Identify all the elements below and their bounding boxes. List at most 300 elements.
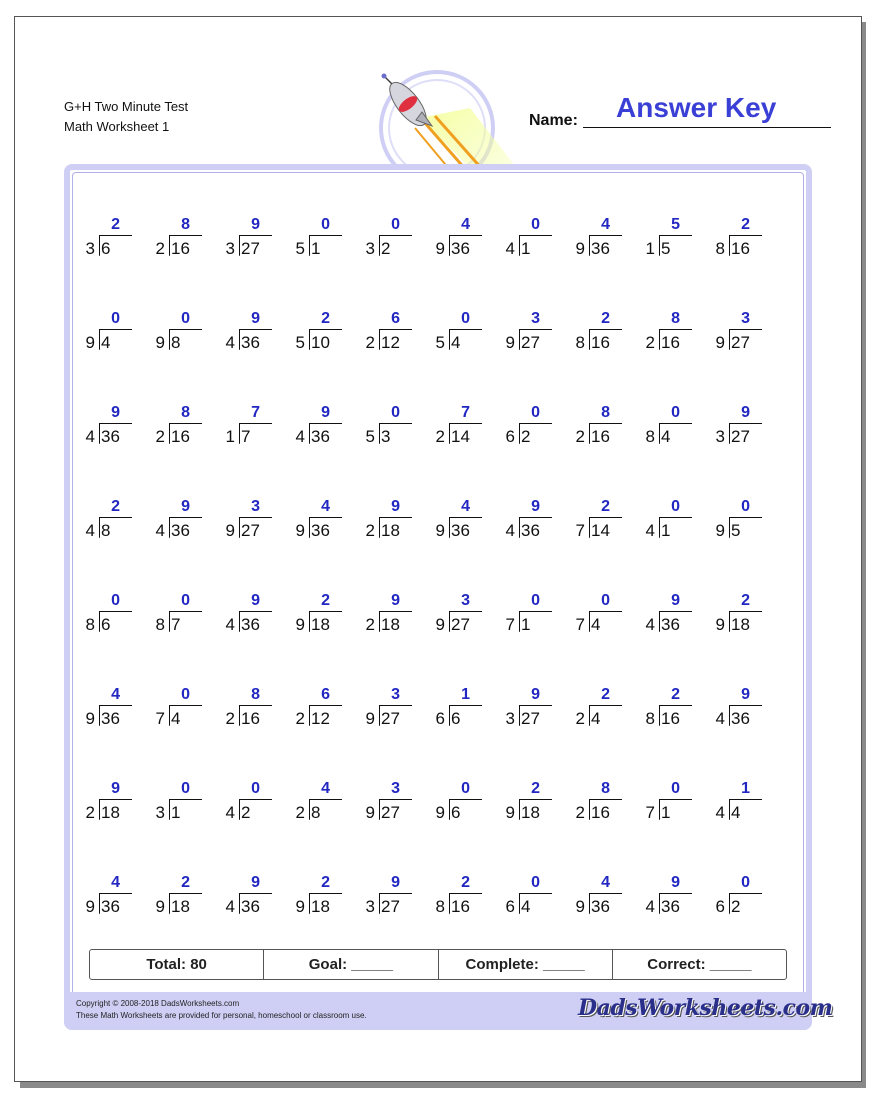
divisor: 9: [155, 897, 165, 916]
quotient-answer: 9: [321, 404, 330, 421]
vinculum-line: [730, 329, 762, 330]
division-problem: [62, 686, 132, 734]
division-problem: [482, 310, 552, 358]
vinculum-line: [240, 517, 272, 518]
quotient-answer: 9: [391, 592, 400, 609]
division-problem: [692, 404, 762, 452]
division-problem: [412, 780, 482, 828]
vinculum-line: [520, 235, 552, 236]
vinculum-line: [240, 235, 272, 236]
quotient-answer: 1: [461, 686, 470, 703]
division-bracket: [589, 517, 590, 538]
quotient-answer: 3: [741, 310, 750, 327]
quotient-answer: 5: [671, 216, 680, 233]
quotient-answer: 0: [531, 592, 540, 609]
quotient-answer: 8: [671, 310, 680, 327]
dividend: 18: [731, 615, 750, 634]
vinculum-line: [520, 517, 552, 518]
vinculum-line: [590, 423, 622, 424]
division-bracket: [729, 329, 730, 350]
vinculum-line: [660, 611, 692, 612]
divisor: 5: [435, 333, 445, 352]
dividend: 12: [311, 709, 330, 728]
divisor: 4: [155, 521, 165, 540]
division-problem: [412, 216, 482, 264]
vinculum-line: [450, 235, 482, 236]
division-problem: [272, 498, 342, 546]
quotient-answer: 8: [601, 780, 610, 797]
division-bracket: [239, 329, 240, 350]
vinculum-line: [520, 611, 552, 612]
vinculum-line: [590, 705, 622, 706]
division-bracket: [589, 329, 590, 350]
dividend: 27: [381, 897, 400, 916]
division-bracket: [99, 893, 100, 914]
dividend: 4: [591, 615, 601, 634]
divisor: 4: [715, 709, 725, 728]
division-problem: [622, 592, 692, 640]
name-line: [583, 127, 831, 128]
dividend: 18: [311, 897, 330, 916]
division-problem: [62, 874, 132, 922]
vinculum-line: [590, 893, 622, 894]
division-bracket: [309, 705, 310, 726]
vinculum-line: [450, 705, 482, 706]
division-problem: [342, 874, 412, 922]
dividend: 27: [731, 427, 750, 446]
vinculum-line: [380, 799, 412, 800]
dividend: 16: [591, 333, 610, 352]
dividend: 4: [171, 709, 181, 728]
division-problem: [132, 404, 202, 452]
divisor: 3: [365, 897, 375, 916]
division-bracket: [99, 611, 100, 632]
division-problem: [272, 404, 342, 452]
dividend: 1: [521, 615, 531, 634]
quotient-answer: 2: [111, 498, 120, 515]
division-bracket: [729, 799, 730, 820]
divisor: 8: [155, 615, 165, 634]
dividend: 16: [451, 897, 470, 916]
divisor: 4: [645, 521, 655, 540]
divisor: 4: [85, 521, 95, 540]
vinculum-line: [730, 517, 762, 518]
quotient-answer: 0: [251, 780, 260, 797]
divisor: 2: [295, 709, 305, 728]
division-bracket: [729, 517, 730, 538]
quotient-answer: 0: [741, 498, 750, 515]
dividend: 16: [171, 239, 190, 258]
division-bracket: [99, 329, 100, 350]
quotient-answer: 2: [601, 310, 610, 327]
vinculum-line: [310, 611, 342, 612]
division-bracket: [519, 799, 520, 820]
quotient-answer: 3: [461, 592, 470, 609]
vinculum-line: [730, 611, 762, 612]
division-problem: [622, 874, 692, 922]
division-problem: [202, 498, 272, 546]
dividend: 10: [311, 333, 330, 352]
quotient-answer: 4: [111, 874, 120, 891]
dividend: 18: [521, 803, 540, 822]
quotient-answer: 7: [251, 404, 260, 421]
division-problem: [62, 498, 132, 546]
division-problem: [412, 310, 482, 358]
quotient-answer: 0: [181, 780, 190, 797]
dividend: 6: [451, 709, 461, 728]
division-problem: [412, 874, 482, 922]
dividend: 4: [731, 803, 741, 822]
division-problem: [202, 216, 272, 264]
division-bracket: [239, 893, 240, 914]
quotient-answer: 2: [461, 874, 470, 891]
division-bracket: [729, 235, 730, 256]
division-bracket: [659, 799, 660, 820]
divisor: 6: [505, 427, 515, 446]
division-bracket: [99, 799, 100, 820]
divisor: 5: [295, 239, 305, 258]
division-problem: [202, 780, 272, 828]
quotient-answer: 6: [321, 686, 330, 703]
quotient-answer: 8: [181, 216, 190, 233]
divisor: 2: [155, 427, 165, 446]
vinculum-line: [310, 799, 342, 800]
quotient-answer: 0: [111, 592, 120, 609]
divisor: 9: [295, 521, 305, 540]
division-problem: [342, 404, 412, 452]
quotient-answer: 9: [531, 686, 540, 703]
quotient-answer: 7: [461, 404, 470, 421]
divisor: 8: [645, 427, 655, 446]
divisor: 9: [505, 333, 515, 352]
divisor: 6: [435, 709, 445, 728]
vinculum-line: [520, 423, 552, 424]
vinculum-line: [170, 517, 202, 518]
division-problem: [62, 216, 132, 264]
dividend: 36: [521, 521, 540, 540]
dividend: 27: [731, 333, 750, 352]
division-problem: [622, 686, 692, 734]
quotient-answer: 2: [321, 592, 330, 609]
divisor: 8: [715, 239, 725, 258]
vinculum-line: [170, 329, 202, 330]
vinculum-line: [380, 893, 412, 894]
division-problem: [412, 498, 482, 546]
division-problem: [552, 216, 622, 264]
dividend: 27: [451, 615, 470, 634]
division-bracket: [449, 893, 450, 914]
division-problem: [482, 592, 552, 640]
title-line-2: Math Worksheet 1: [64, 119, 170, 134]
vinculum-line: [100, 705, 132, 706]
division-problem: [272, 780, 342, 828]
division-bracket: [589, 705, 590, 726]
dividend: 4: [101, 333, 111, 352]
division-problem: [132, 216, 202, 264]
divisor: 8: [435, 897, 445, 916]
vinculum-line: [660, 799, 692, 800]
divisor: 9: [435, 239, 445, 258]
divisor: 9: [85, 709, 95, 728]
division-problem: [132, 686, 202, 734]
divisor: 9: [365, 709, 375, 728]
division-bracket: [449, 235, 450, 256]
vinculum-line: [730, 235, 762, 236]
dividend: 1: [171, 803, 181, 822]
copyright: [76, 998, 367, 1022]
division-bracket: [449, 705, 450, 726]
division-problem: [552, 404, 622, 452]
divisor: 4: [645, 897, 655, 916]
divisor: 7: [505, 615, 515, 634]
dividend: 6: [101, 615, 111, 634]
summary-correct: Correct: _____: [647, 956, 752, 973]
quotient-answer: 0: [391, 404, 400, 421]
quotient-answer: 4: [461, 216, 470, 233]
division-problem: [342, 780, 412, 828]
dividend: 36: [591, 897, 610, 916]
division-problem: [62, 404, 132, 452]
quotient-answer: 0: [461, 310, 470, 327]
division-problem: [132, 310, 202, 358]
division-bracket: [449, 611, 450, 632]
division-problem: [272, 874, 342, 922]
divisor: 6: [505, 897, 515, 916]
vinculum-line: [730, 893, 762, 894]
division-problem: [482, 686, 552, 734]
divisor: 3: [715, 427, 725, 446]
divisor: 8: [575, 333, 585, 352]
dividend: 36: [241, 897, 260, 916]
quotient-answer: 9: [741, 404, 750, 421]
vinculum-line: [660, 235, 692, 236]
division-bracket: [239, 235, 240, 256]
summary-goal: Goal: _____: [264, 950, 438, 979]
vinculum-line: [100, 517, 132, 518]
summary-complete: Complete: _____: [439, 950, 613, 979]
quotient-answer: 4: [321, 780, 330, 797]
divisor: 1: [225, 427, 235, 446]
quotient-answer: 9: [111, 780, 120, 797]
divisor: 9: [435, 521, 445, 540]
vinculum-line: [100, 893, 132, 894]
dividend: 6: [451, 803, 461, 822]
quotient-answer: 0: [531, 216, 540, 233]
quotient-answer: 9: [741, 686, 750, 703]
division-bracket: [99, 423, 100, 444]
vinculum-line: [240, 893, 272, 894]
dividend: 2: [521, 427, 531, 446]
quotient-answer: 3: [531, 310, 540, 327]
division-bracket: [309, 329, 310, 350]
division-problem: [482, 498, 552, 546]
vinculum-line: [100, 423, 132, 424]
vinculum-line: [310, 235, 342, 236]
quotient-answer: 9: [251, 874, 260, 891]
divisor: 4: [85, 427, 95, 446]
dividend: 27: [521, 333, 540, 352]
division-bracket: [729, 423, 730, 444]
divisor: 3: [225, 239, 235, 258]
division-bracket: [99, 705, 100, 726]
vinculum-line: [170, 705, 202, 706]
quotient-answer: 2: [321, 874, 330, 891]
dividend: 16: [661, 333, 680, 352]
divisor: 7: [575, 615, 585, 634]
divisor: 7: [575, 521, 585, 540]
quotient-answer: 0: [321, 216, 330, 233]
division-bracket: [449, 517, 450, 538]
quotient-answer: 9: [531, 498, 540, 515]
vinculum-line: [520, 799, 552, 800]
division-bracket: [309, 611, 310, 632]
vinculum-line: [450, 517, 482, 518]
divisor: 4: [225, 333, 235, 352]
quotient-answer: 0: [391, 216, 400, 233]
dividend: 4: [521, 897, 531, 916]
quotient-answer: 9: [391, 498, 400, 515]
division-problem: [552, 498, 622, 546]
division-bracket: [519, 329, 520, 350]
quotient-answer: 9: [111, 404, 120, 421]
division-bracket: [589, 611, 590, 632]
division-problem: [622, 404, 692, 452]
division-bracket: [379, 329, 380, 350]
divisor: 9: [435, 615, 445, 634]
dividend: 8: [171, 333, 181, 352]
dividend: 16: [241, 709, 260, 728]
dividend: 36: [661, 615, 680, 634]
division-bracket: [309, 235, 310, 256]
quotient-answer: 0: [461, 780, 470, 797]
division-bracket: [99, 235, 100, 256]
quotient-answer: 0: [671, 498, 680, 515]
vinculum-line: [100, 611, 132, 612]
dividend: 36: [661, 897, 680, 916]
division-bracket: [589, 799, 590, 820]
vinculum-line: [660, 705, 692, 706]
division-problem: [552, 686, 622, 734]
vinculum-line: [660, 423, 692, 424]
quotient-answer: 9: [671, 592, 680, 609]
division-bracket: [519, 893, 520, 914]
divisor: 2: [295, 803, 305, 822]
dividend: 3: [381, 427, 391, 446]
divisor: 3: [365, 239, 375, 258]
dividend: 7: [241, 427, 251, 446]
divisor: 2: [365, 615, 375, 634]
dividend: 18: [381, 521, 400, 540]
vinculum-line: [310, 423, 342, 424]
answer-key-text: Answer Key: [616, 92, 777, 123]
quotient-answer: 0: [531, 874, 540, 891]
divisor: 6: [715, 897, 725, 916]
vinculum-line: [450, 423, 482, 424]
vinculum-line: [170, 611, 202, 612]
vinculum-line: [310, 893, 342, 894]
divisor: 2: [365, 521, 375, 540]
divisor: 9: [575, 239, 585, 258]
division-bracket: [379, 235, 380, 256]
division-bracket: [659, 329, 660, 350]
division-problem: [692, 874, 762, 922]
dadsworksheets-logo: DadsWorksheets.com: [578, 995, 833, 1021]
division-bracket: [659, 423, 660, 444]
title-line-1: G+H Two Minute Test: [64, 99, 189, 114]
division-problem: [342, 216, 412, 264]
division-bracket: [169, 517, 170, 538]
dividend: 36: [101, 427, 120, 446]
quotient-answer: 2: [741, 216, 750, 233]
divisor: 8: [645, 709, 655, 728]
divisor: 3: [155, 803, 165, 822]
division-bracket: [659, 235, 660, 256]
division-problem: [272, 310, 342, 358]
quotient-answer: 2: [671, 686, 680, 703]
divisor: 4: [505, 521, 515, 540]
dividend: 36: [731, 709, 750, 728]
dividend: 16: [661, 709, 680, 728]
division-problem: [482, 404, 552, 452]
divisor: 9: [295, 897, 305, 916]
dividend: 27: [521, 709, 540, 728]
division-bracket: [99, 517, 100, 538]
quotient-answer: 2: [531, 780, 540, 797]
division-problem: [132, 498, 202, 546]
quotient-answer: 4: [601, 216, 610, 233]
dividend: 16: [731, 239, 750, 258]
division-problem: [412, 686, 482, 734]
dividend: 27: [241, 521, 260, 540]
vinculum-line: [240, 423, 272, 424]
vinculum-line: [100, 235, 132, 236]
divisor: 4: [715, 803, 725, 822]
division-problem: [272, 592, 342, 640]
division-bracket: [519, 517, 520, 538]
division-bracket: [519, 235, 520, 256]
dividend: 7: [171, 615, 181, 634]
division-problem: [62, 592, 132, 640]
division-problem: [342, 686, 412, 734]
division-bracket: [309, 517, 310, 538]
division-bracket: [169, 423, 170, 444]
vinculum-line: [730, 705, 762, 706]
divisor: 2: [575, 427, 585, 446]
vinculum-line: [730, 799, 762, 800]
vinculum-line: [310, 517, 342, 518]
quotient-answer: 0: [181, 686, 190, 703]
division-problem: [622, 498, 692, 546]
divisor: 2: [225, 709, 235, 728]
divisor: 1: [645, 239, 655, 258]
quotient-answer: 9: [251, 216, 260, 233]
dividend: 18: [171, 897, 190, 916]
dividend: 8: [311, 803, 321, 822]
quotient-answer: 2: [601, 498, 610, 515]
dividend: 2: [731, 897, 741, 916]
name-label: Name:: [529, 112, 578, 129]
division-bracket: [309, 799, 310, 820]
divisor: 7: [645, 803, 655, 822]
division-bracket: [169, 799, 170, 820]
division-bracket: [659, 705, 660, 726]
vinculum-line: [520, 705, 552, 706]
divisor: 9: [715, 333, 725, 352]
division-problem: [622, 310, 692, 358]
division-bracket: [239, 611, 240, 632]
divisor: 9: [295, 615, 305, 634]
quotient-answer: 9: [181, 498, 190, 515]
